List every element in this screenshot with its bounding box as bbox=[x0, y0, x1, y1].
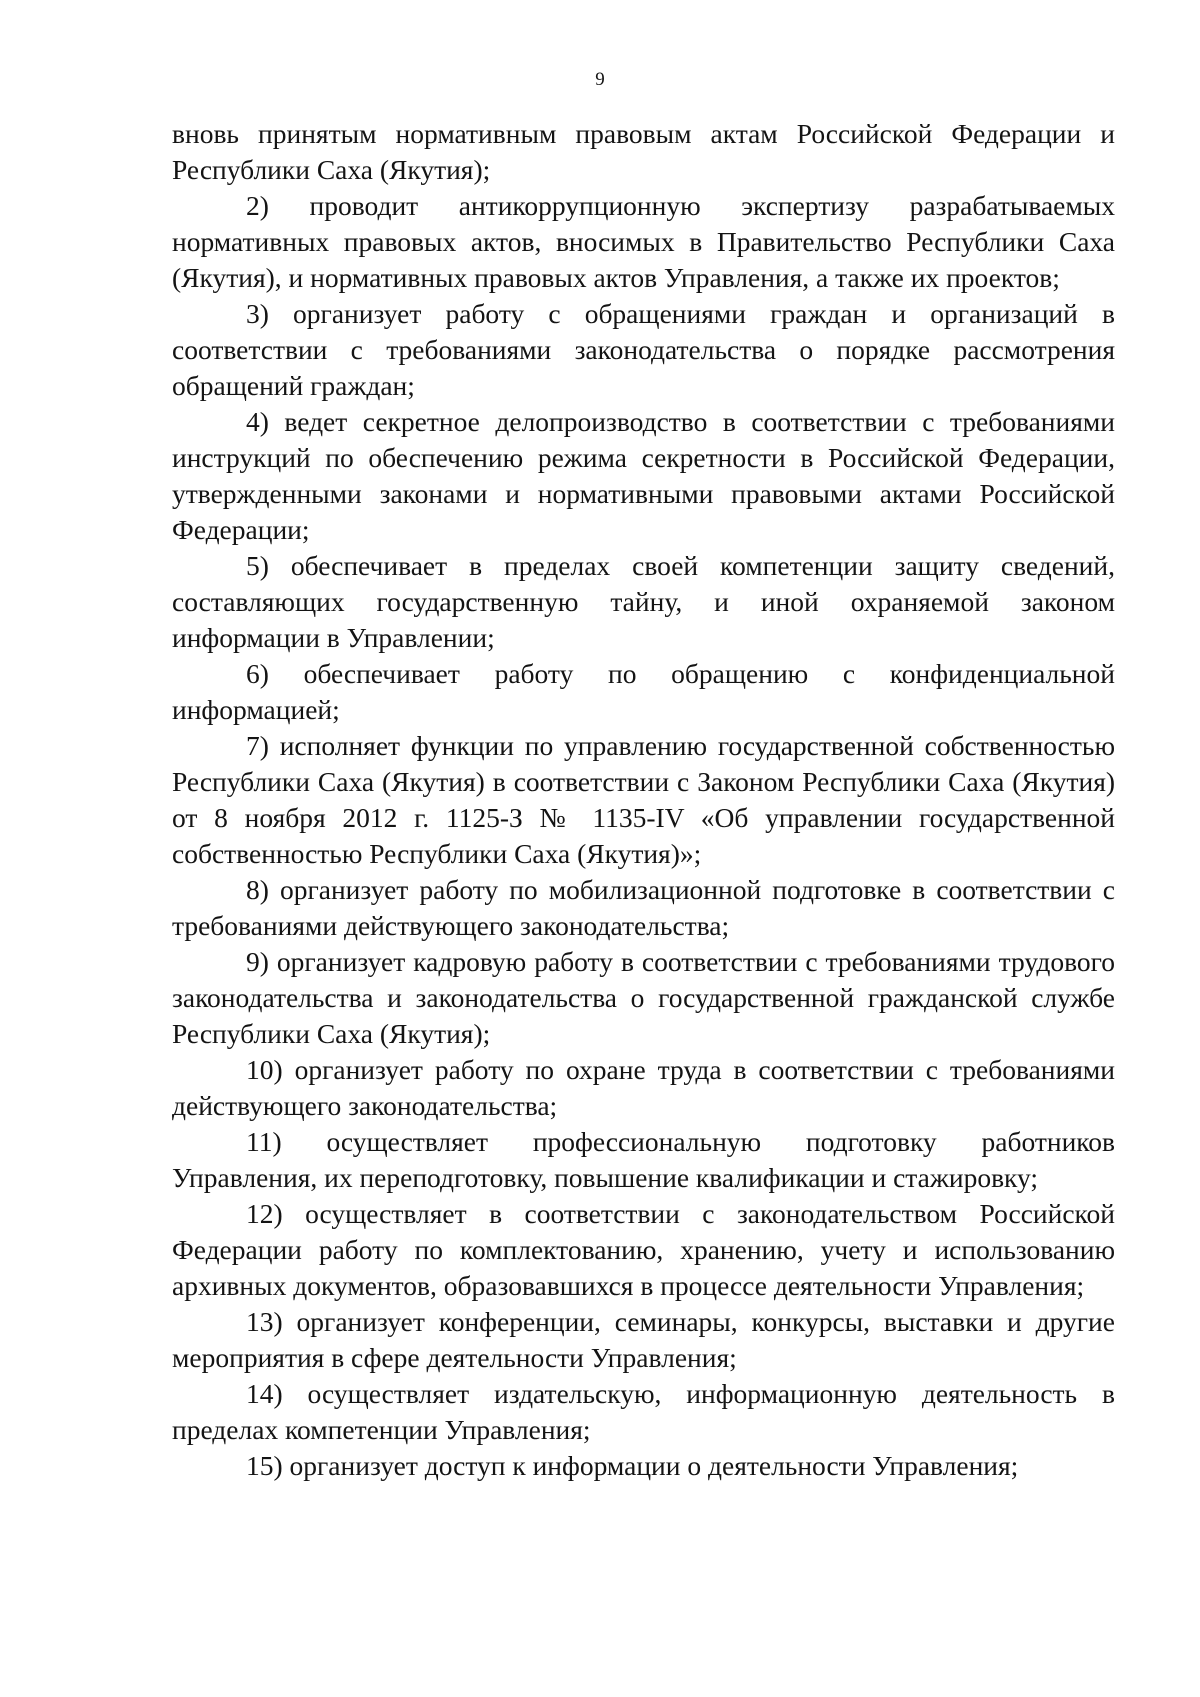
list-item-4: 4) ведет секретное делопроизводство в соответствии с требованиями инструкций по обеспечению режима секретности в Российской Федерации, утвержденными законами и нормативными правовыми актами Российской Федерации; bbox=[172, 406, 1115, 545]
list-item-11: 11) осуществляет профессиональную подготовку работников Управления, их переподготовку, повышение квалификации и стажировку; bbox=[172, 1126, 1115, 1193]
list-item-6: 6) обеспечивает работу по обращению с конфиденциальной информацией; bbox=[172, 658, 1115, 725]
list-item-8: 8) организует работу по мобилизационной подготовке в соответствии с требованиями действующего законодательства; bbox=[172, 874, 1115, 941]
list-item-3: 3) организует работу с обращениями граждан и организаций в соответствии с требованиями законодательства о порядке рассмотрения обращений граждан; bbox=[172, 298, 1115, 401]
list-item-14: 14) осуществляет издательскую, информационную деятельность в пределах компетенции Управления; bbox=[172, 1378, 1115, 1445]
list-item-12: 12) осуществляет в соответствии с законодательством Российской Федерации работу по комплектованию, хранению, учету и использованию архивных документов, образовавшихся в процессе деятельности Управления; bbox=[172, 1198, 1115, 1301]
list-item-10: 10) организует работу по охране труда в соответствии с требованиями действующего законодательства; bbox=[172, 1054, 1115, 1121]
paragraph-continuation: вновь принятым нормативным правовым актам Российской Федерации и Республики Саха (Якутия); bbox=[172, 118, 1115, 185]
list-item-5: 5) обеспечивает в пределах своей компетенции защиту сведений, составляющих государственную тайну, и иной охраняемой законом информации в Управлении; bbox=[172, 550, 1115, 653]
list-item-15: 15) организует доступ к информации о деятельности Управления; bbox=[246, 1450, 1019, 1481]
list-item-9: 9) организует кадровую работу в соответствии с требованиями трудового законодательства и законодательства о государственной гражданской службе Республики Саха (Якутия); bbox=[172, 946, 1115, 1049]
list-item-13: 13) организует конференции, семинары, конкурсы, выставки и другие мероприятия в сфере деятельности Управления; bbox=[172, 1306, 1115, 1373]
document-body bbox=[172, 116, 1115, 1484]
page-number: 9 bbox=[595, 69, 605, 90]
list-item-2: 2) проводит антикоррупционную экспертизу разрабатываемых нормативных правовых актов, вносимых в Правительство Республики Саха (Якутия), и нормативных правовых актов Управления, а также их проектов; bbox=[172, 190, 1115, 293]
list-item-7: 7) исполняет функции по управлению государственной собственностью Республики Саха (Якутия) в соответствии с Законом Республики Саха (Якутия) от 8 ноября 2012 г. 1125-З № 1135-IV «Об управлении государственной собственностью Республики Саха (Якутия)»; bbox=[172, 730, 1115, 869]
